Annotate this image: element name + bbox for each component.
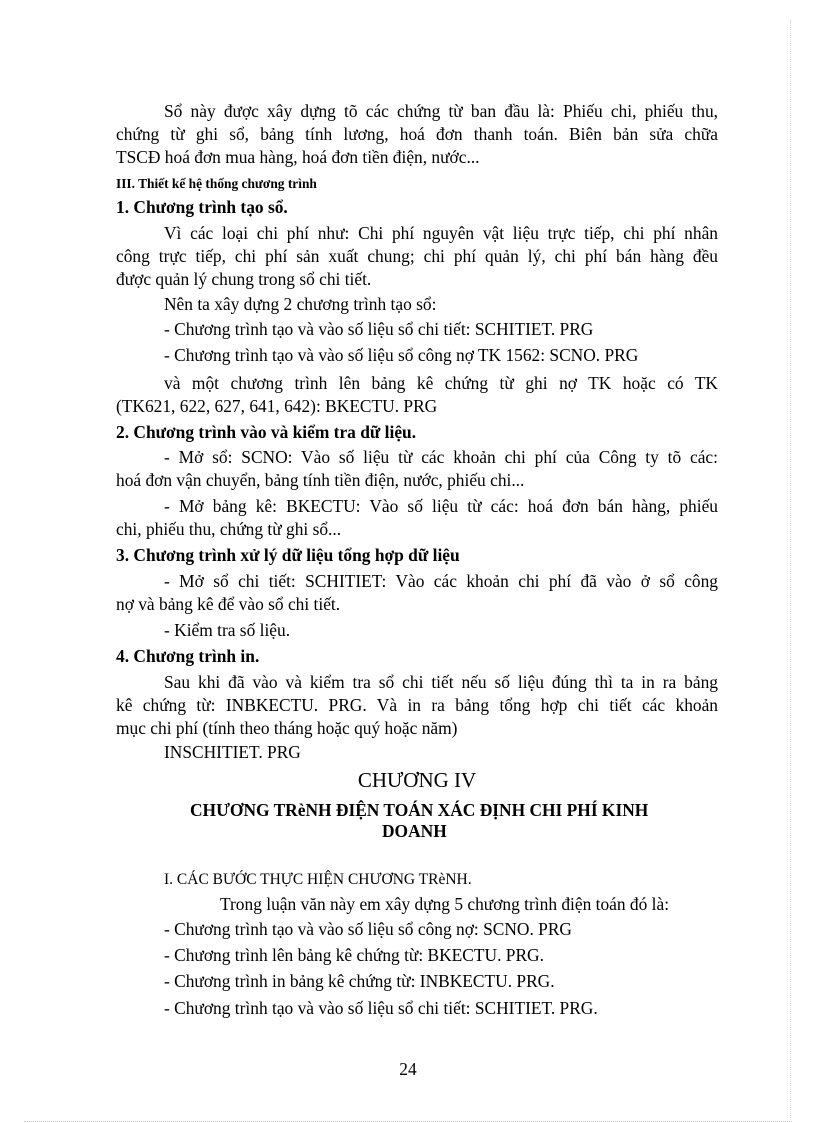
subsection-heading: 4. Chương trình in. xyxy=(116,646,260,666)
page-number: 24 xyxy=(399,1059,417,1079)
paragraph-line: TSCĐ hoá đơn mua hàng, hoá đơn tiền điện, nước... xyxy=(116,147,480,167)
subsection-heading: 3. Chương trình xử lý dữ liệu tổng hợp dữ liệu xyxy=(116,545,460,565)
paragraph-line: Sổ này được xây dựng tõ các chứng từ ban đầu là: Phiếu chi, phiếu thu, xyxy=(164,101,718,121)
paragraph-line: INSCHITIET. PRG xyxy=(164,742,301,762)
paragraph-line: chứng từ ghi sổ, bảng tính lương, hoá đơn thanh toán. Biên bản sửa chữa xyxy=(116,124,718,144)
paragraph-line: kê chứng từ: INBKECTU. PRG. Và in ra bảng tổng hợp chi tiết các khoản xyxy=(116,695,718,715)
section-heading: I. CÁC BƯỚC THỰC HIỆN CHƯƠNG TRèNH. xyxy=(164,871,472,888)
list-item: - Chương trình in bảng kê chứng từ: INBKECTU. PRG. xyxy=(164,971,555,991)
section-heading: III. Thiết kế hệ thống chương trình xyxy=(116,176,317,191)
paragraph-line: - Kiểm tra số liệu. xyxy=(164,620,291,640)
list-item: - Chương trình tạo và vào số liệu sổ công nợ: SCNO. PRG xyxy=(164,919,572,939)
paragraph-line: Sau khi đã vào và kiểm tra sổ chi tiết nếu số liệu đúng thì ta in ra bảng xyxy=(164,672,718,692)
chapter-subtitle-line1: CHƯƠNG TRèNH ĐIỆN TOÁN XÁC ĐỊNH CHI PHÍ KINH xyxy=(190,800,649,820)
paragraph-line: nợ và bảng kê để vào sổ chi tiết. xyxy=(116,594,341,614)
paragraph-line: hoá đơn vận chuyển, bảng tính tiền điện, nước, phiếu chi... xyxy=(116,470,525,490)
paragraph-line: - Mở bảng kê: BKECTU: Vào số liệu từ các: hoá đơn bán hàng, phiếu xyxy=(164,496,718,516)
chapter-title: CHƯƠNG IV xyxy=(357,768,477,792)
paragraph-line: Vì các loại chi phí như: Chi phí nguyên vật liệu trực tiếp, chi phí nhân xyxy=(164,223,718,243)
subsection-heading: 2. Chương trình vào và kiểm tra dữ liệu. xyxy=(116,422,417,442)
paragraph-line: chi, phiếu thu, chứng từ ghi sổ... xyxy=(116,519,342,539)
paragraph-line: mục chi phí (tính theo tháng hoặc quý hoặc năm) xyxy=(116,718,458,738)
list-item: - Chương trình tạo và vào số liệu sổ chi tiết: SCHITIET. PRG xyxy=(164,319,594,339)
page-bottom-guide xyxy=(24,1121,792,1122)
list-item: - Chương trình lên bảng kê chứng từ: BKECTU. PRG. xyxy=(164,945,544,965)
subsection-heading: 1. Chương trình tạo sổ. xyxy=(116,197,288,217)
paragraph-line: và một chương trình lên bảng kê chứng từ ghi nợ TK hoặc có TK xyxy=(164,373,718,393)
paragraph-line: được quản lý chung trong sổ chi tiết. xyxy=(116,269,372,289)
list-item: - Chương trình tạo và vào số liệu sổ công nợ TK 1562: SCNO. PRG xyxy=(164,345,639,365)
paragraph-line: - Mở sổ: SCNO: Vào số liệu từ các khoản chi phí của Công ty tõ các: xyxy=(164,447,718,467)
chapter-subtitle-line2: DOANH xyxy=(382,821,447,841)
page-margin-guide xyxy=(790,20,791,1120)
paragraph-line: công trực tiếp, chi phí sản xuất chung; chi phí quản lý, chi phí bán hàng đều xyxy=(116,246,718,266)
paragraph-line: Trong luận văn này em xây dựng 5 chương trình điện toán đó là: xyxy=(220,894,670,914)
paragraph-line: - Mở sổ chi tiết: SCHITIET: Vào các khoản chi phí đã vào ở sổ công xyxy=(164,571,718,591)
list-item: - Chương trình tạo và vào số liệu sổ chi tiết: SCHITIET. PRG. xyxy=(164,998,598,1018)
paragraph-line: Nên ta xây dựng 2 chương trình tạo sổ: xyxy=(164,294,437,314)
paragraph-line: (TK621, 622, 627, 641, 642): BKECTU. PRG xyxy=(116,396,438,416)
